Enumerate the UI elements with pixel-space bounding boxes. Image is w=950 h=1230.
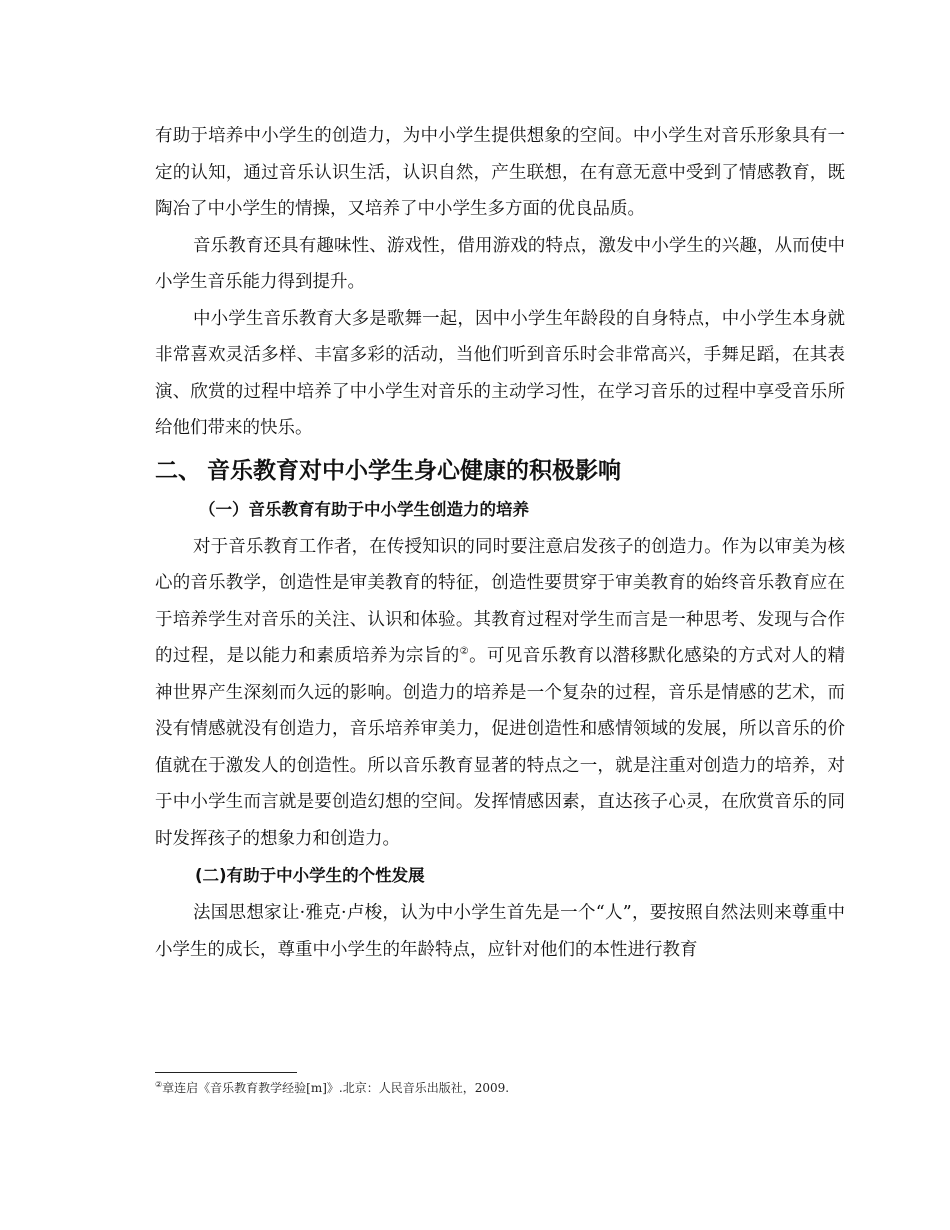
footnote-text: 章连启《音乐教育教学经验[m]》.北京：人民音乐出版社，2009. — [162, 1081, 510, 1095]
paragraph-1: 有助于培养中小学生的创造力，为中小学生提供想象的空间。中小学生对音乐形象具有一定的认知，通过音乐认识生活，认识自然，产生联想，在有意无意中受到了情感教育，既陶冶了中小学生的情操，又培养了中小学生多方面的优良品质。 — [155, 126, 845, 219]
footnote-mark: ② — [155, 1080, 163, 1089]
footnote-reference: ② — [459, 646, 470, 658]
section-number: 二、 — [155, 457, 201, 484]
subsection-1-text-a: 对于音乐教育工作者，在传授知识的同时要注意启发孩子的创造力。作为以审美为核心的音乐教学，创造性是审美教育的特征，创造性要贯穿于审美教育的始终音乐教育应在于培养学生对音乐的关注、认识和体验。其教育过程对学生而言是一种思考、发现与合作的过程，是以能力和素质培养为宗旨的 — [155, 536, 845, 666]
subsection-1-text-b: 。可见音乐教育以潜移默化感染的方式对人的精神世界产生深刻而久远的影响。创造力的培养是一个复杂的过程，音乐是情感的艺术，而没有情感就没有创造力，音乐培养审美力，促进创造性和感情领域的发展，所以音乐的价值就在于激发人的创造性。所以音乐教育显著的特点之一，就是注重对创造力的培养，对于中小学生而言就是要创造幻想的空间。发挥情感因素，直达孩子心灵，在欣赏音乐的同时发挥孩子的想象力和创造力。 — [155, 646, 845, 849]
paragraph-3: 中小学生音乐教育大多是歌舞一起，因中小学生年龄段的自身特点，中小学生本身就非常喜欢灵活多样、丰富多彩的活动，当他们听到音乐时会非常高兴，手舞足蹈，在其表演、欣赏的过程中培养了中小学生对音乐的主动学习性，在学习音乐的过程中享受音乐所给他们带来的快乐。 — [155, 308, 845, 438]
document-body — [155, 118, 845, 968]
footnote — [155, 1080, 509, 1096]
footnote-separator — [155, 1072, 297, 1073]
subsection-heading-1: （一）音乐教育有助于中小学生创造力的培养 — [199, 499, 529, 519]
subsection-2-paragraph: 法国思想家让·雅克·卢梭，认为中小学生首先是一个“人”，要按照自然法则来尊重中小学生的成长，尊重中小学生的年龄特点，应针对他们的本性进行教育 — [155, 903, 845, 960]
section-heading — [155, 451, 845, 491]
subsection-heading-2: (二)有助于中小学生的个性发展 — [195, 866, 425, 885]
section-title: 音乐教育对中小学生身心健康的积极影响 — [207, 457, 621, 484]
subsection-1-paragraph — [155, 529, 845, 858]
paragraph-2: 音乐教育还具有趣味性、游戏性，借用游戏的特点，激发中小学生的兴趣，从而使中小学生音乐能力得到提升。 — [155, 235, 845, 292]
